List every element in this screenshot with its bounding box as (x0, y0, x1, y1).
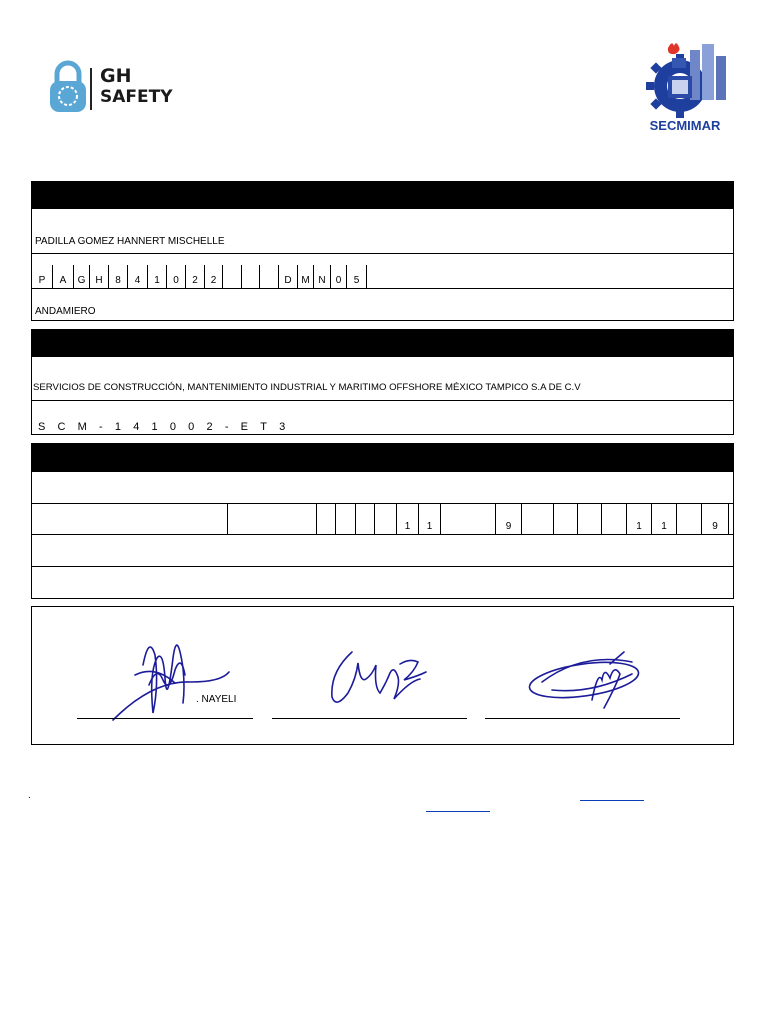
curp-char: M (298, 265, 314, 288)
worker-occupation: ANDAMIERO (35, 306, 96, 317)
company-registration: SCM-141002-ET3 (38, 421, 298, 433)
padlock-icon (48, 60, 88, 114)
section-header-course (31, 443, 734, 471)
date-start-field (317, 503, 522, 534)
curp-char: A (53, 265, 74, 288)
date-start-char: 1 (419, 503, 441, 534)
curp-char (242, 265, 260, 288)
signature-instructor (105, 625, 245, 725)
curp-field (32, 265, 367, 288)
date-start-char (356, 503, 375, 534)
signature-line (485, 718, 680, 719)
gh-safety-logo (48, 60, 183, 116)
date-start-char (317, 503, 336, 534)
date-end-char: 1 (627, 503, 652, 534)
gear-factory-icon (632, 36, 738, 118)
date-start-char: 9 (496, 503, 522, 534)
curp-char: 8 (109, 265, 128, 288)
date-end-char: 1 (652, 503, 677, 534)
date-start-char (336, 503, 356, 534)
instructor-name-suffix: . NAYELI (196, 694, 237, 705)
footer-link-1[interactable] (426, 811, 490, 812)
date-end-char (554, 503, 578, 534)
signature-trainer (322, 642, 442, 712)
footer-dot: . (28, 790, 31, 801)
date-end-char (602, 503, 627, 534)
logo-text-gh: GH (100, 65, 132, 87)
curp-char: N (314, 265, 331, 288)
divider (31, 253, 734, 254)
footer-link-2[interactable] (580, 800, 644, 801)
divider (227, 503, 228, 534)
curp-char: H (90, 265, 109, 288)
curp-char: P (32, 265, 53, 288)
curp-char: 0 (167, 265, 186, 288)
company-name: SERVICIOS DE CONSTRUCCIÓN, MANTENIMIENTO INDUSTRIAL Y MARITIMO OFFSHORE MÉXICO TAMPICO S.A DE C.V (33, 382, 581, 393)
date-end-char (578, 503, 602, 534)
date-end-char (529, 503, 554, 534)
section-header-company (31, 329, 734, 356)
signature-line (77, 718, 253, 719)
worker-name: PADILLA GOMEZ HANNERT MISCHELLE (35, 236, 225, 247)
curp-char (223, 265, 242, 288)
divider (31, 566, 734, 567)
divider (31, 534, 734, 535)
logo-divider (90, 68, 92, 110)
date-end-field (529, 503, 729, 534)
secmimar-name: SECMIMAR (649, 118, 721, 133)
curp-char: 1 (148, 265, 167, 288)
curp-char: G (74, 265, 90, 288)
signature-line (272, 718, 467, 719)
curp-char (260, 265, 279, 288)
signature-representative (522, 650, 662, 720)
date-start-char (441, 503, 496, 534)
divider (31, 288, 734, 289)
curp-char: D (279, 265, 298, 288)
secmimar-logo (632, 36, 738, 134)
date-end-char (677, 503, 702, 534)
curp-char: 5 (347, 265, 367, 288)
curp-char: 2 (205, 265, 223, 288)
curp-char: 4 (128, 265, 148, 288)
curp-char: 2 (186, 265, 205, 288)
section-header-worker (31, 181, 734, 208)
logo-text-safety: SAFETY (100, 87, 173, 107)
divider (31, 400, 734, 401)
course-section (31, 471, 734, 599)
date-start-char (375, 503, 397, 534)
date-end-char: 9 (702, 503, 729, 534)
curp-char: 0 (331, 265, 347, 288)
date-start-char: 1 (397, 503, 419, 534)
